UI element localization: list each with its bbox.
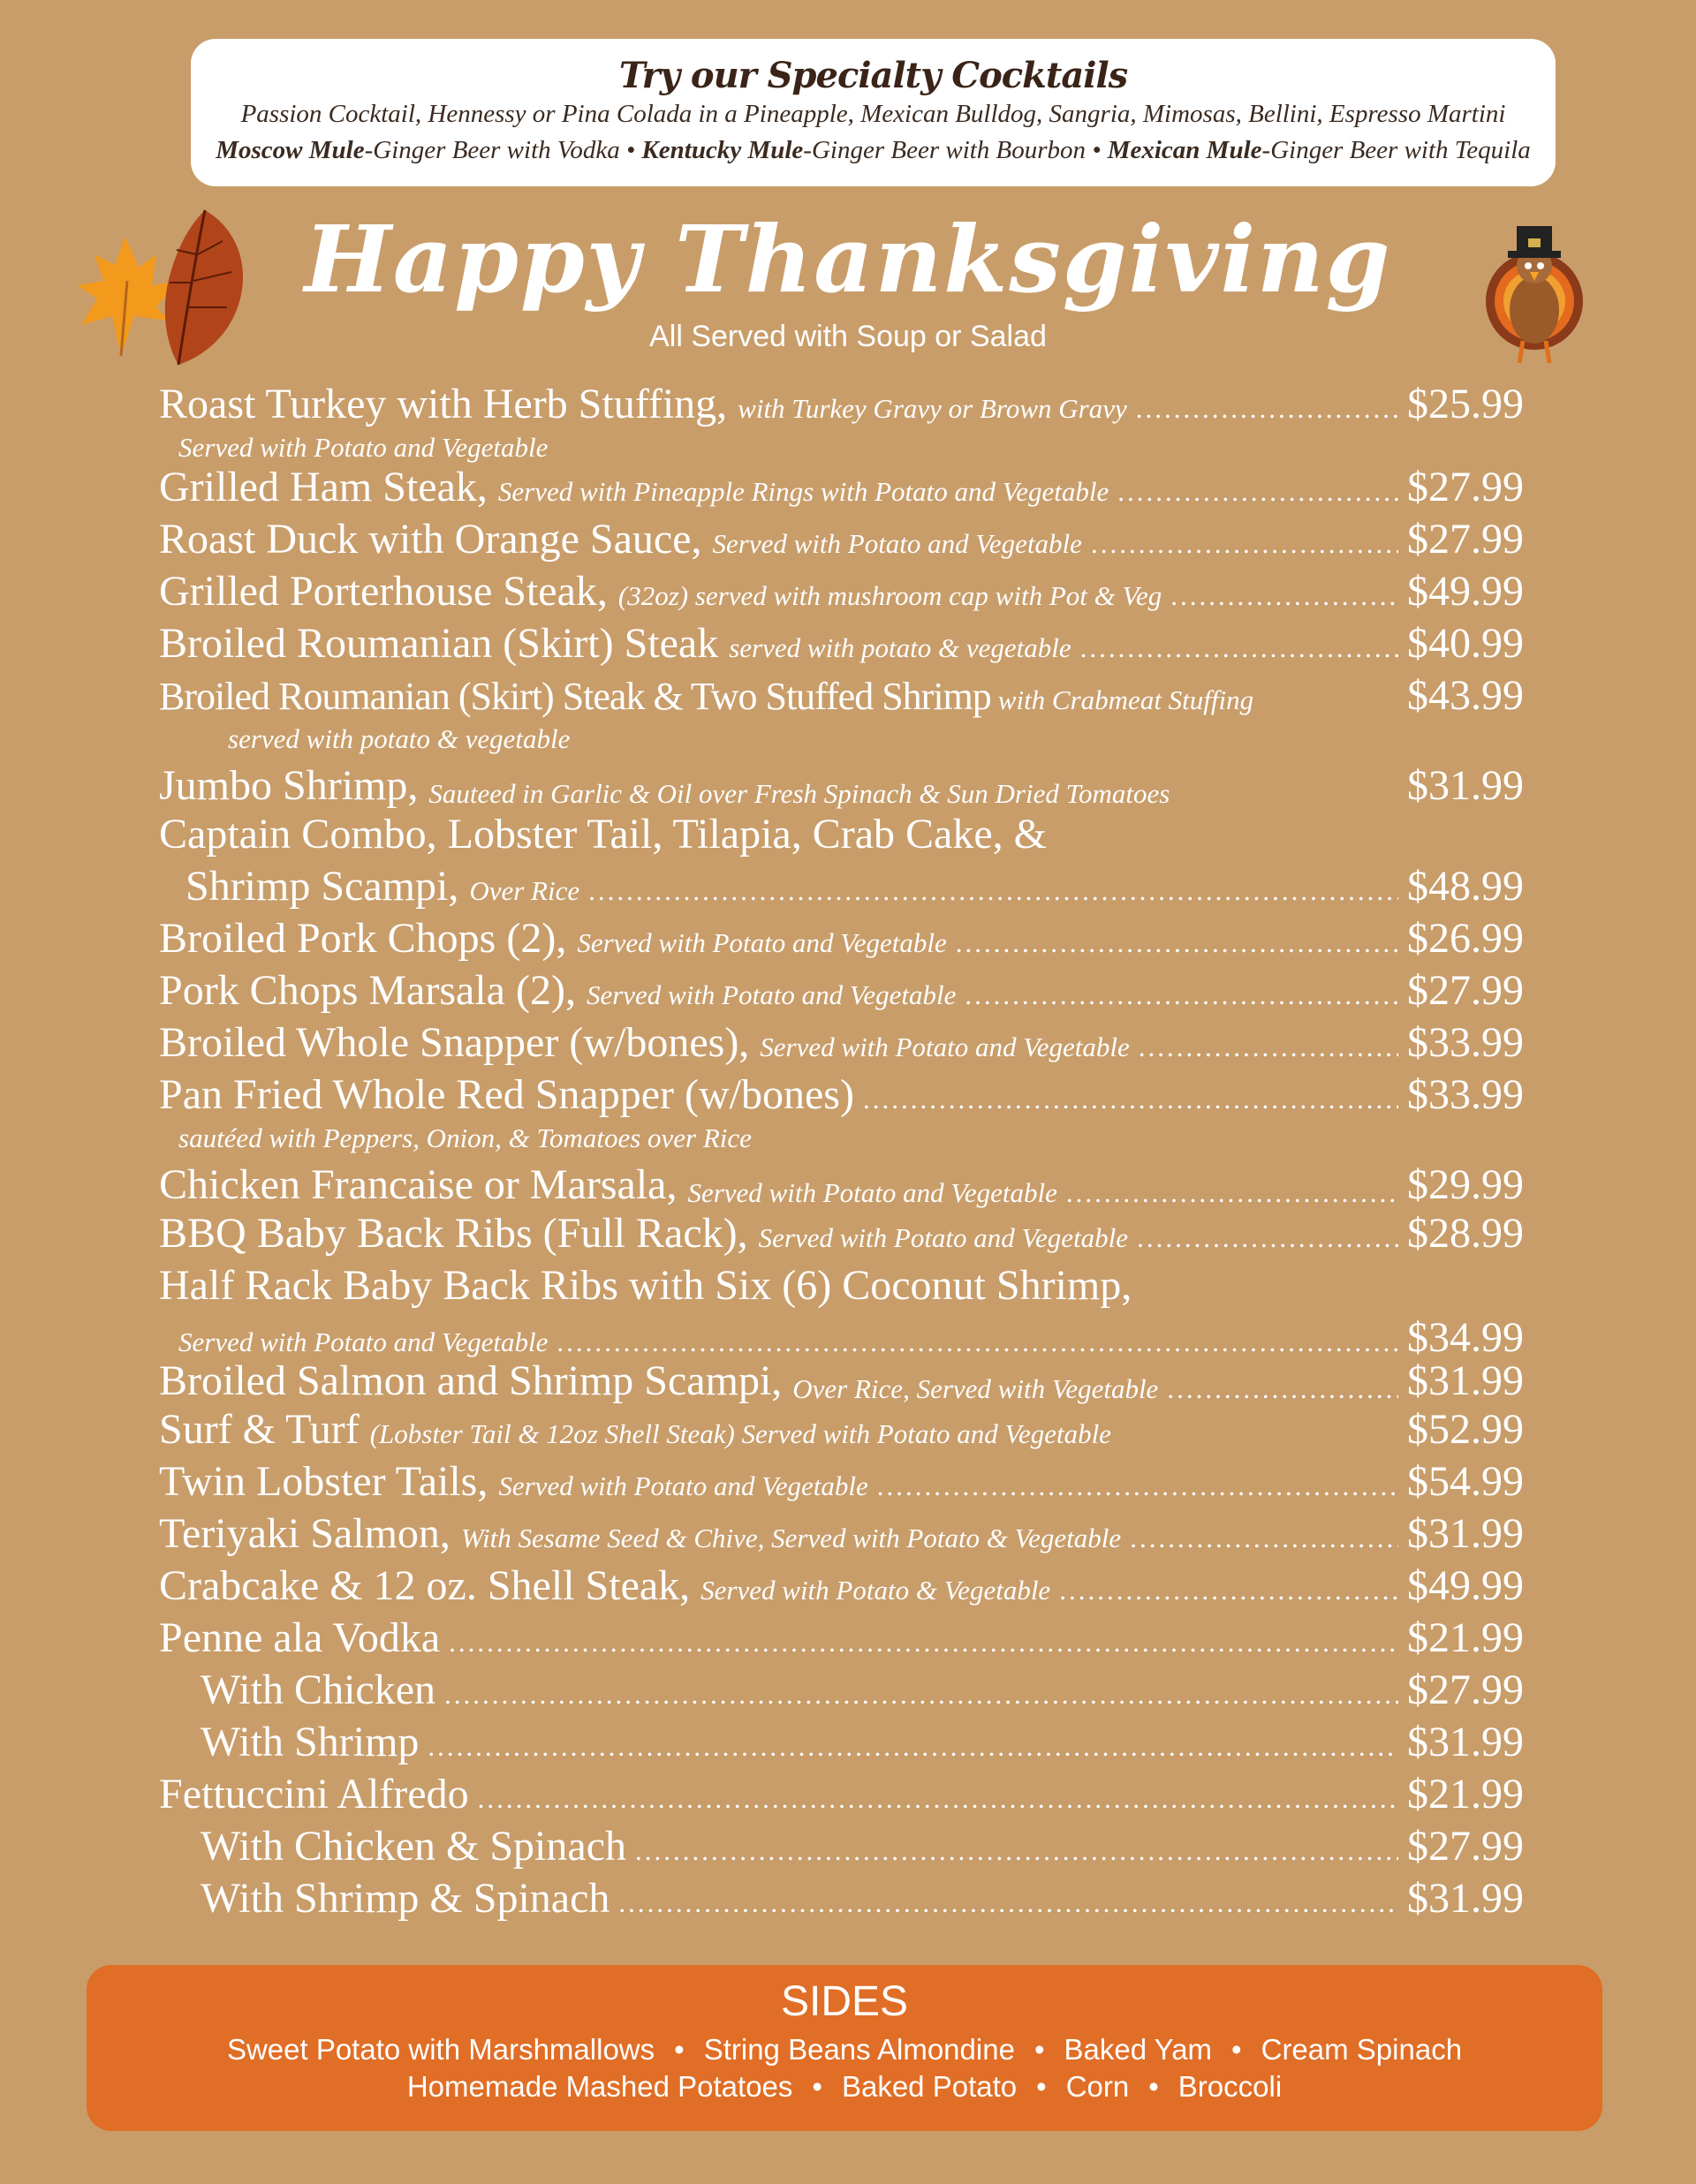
cocktails-title: Try our Specialty Cocktails	[618, 55, 1128, 96]
item-price: $31.99	[1407, 1719, 1524, 1765]
menu-list	[159, 380, 1524, 1926]
item-desc: Over Rice, Served with Vegetable	[792, 1373, 1159, 1404]
item-name: Broiled Pork Chops (2),	[159, 915, 567, 962]
menu-item	[159, 1313, 1524, 1361]
bullet-separator: •	[812, 2070, 822, 2103]
mule-name: Mexican Mule	[1107, 136, 1262, 164]
item-sub-desc: Served with Potato and Vegetable	[178, 432, 549, 463]
menu-item	[159, 1153, 1524, 1209]
page-subtitle: All Served with Soup or Salad	[649, 320, 1047, 353]
item-price: $27.99	[1407, 967, 1524, 1014]
menu-item	[159, 1509, 1524, 1561]
item-desc: Sauteed in Garlic & Oil over Fresh Spinach & Sun Dried Tomatoes	[428, 778, 1170, 809]
item-name-cont: Shrimp Scampi,	[186, 863, 459, 910]
menu-item	[159, 1770, 1524, 1822]
side-item: Corn	[1065, 2070, 1130, 2103]
item-name: Broiled Roumanian (Skirt) Steak	[159, 620, 719, 667]
item-price: $27.99	[1407, 464, 1524, 510]
item-price: $28.99	[1407, 1210, 1524, 1257]
dot-leader	[1117, 476, 1398, 508]
menu-item	[159, 380, 1524, 432]
mule-desc: -Ginger Beer with Vodka	[364, 136, 620, 164]
item-name: Twin Lobster Tails,	[159, 1458, 488, 1505]
item-price: $43.99	[1407, 672, 1524, 719]
item-name: Fettuccini Alfredo	[159, 1771, 469, 1817]
item-desc: Served with Pineapple Rings with Potato and Vegetable	[497, 476, 1109, 507]
item-price: $25.99	[1407, 381, 1524, 427]
mule-separator: •	[1086, 136, 1108, 164]
side-item: Homemade Mashed Potatoes	[406, 2070, 793, 2103]
dot-leader	[1080, 632, 1398, 664]
menu-item-sub	[159, 432, 1524, 463]
menu-item	[159, 914, 1524, 966]
menu-item	[159, 966, 1524, 1018]
item-price: $21.99	[1407, 1614, 1524, 1661]
bullet-separator: •	[674, 2033, 685, 2066]
item-price: $31.99	[1407, 1510, 1524, 1557]
item-price: $31.99	[1407, 1357, 1524, 1404]
mule-separator: •	[619, 136, 642, 164]
sides-line-2	[87, 2070, 1602, 2104]
pilgrim-turkey-icon	[1468, 208, 1601, 367]
sides-box	[87, 1965, 1602, 2131]
item-name: Surf & Turf	[159, 1406, 360, 1453]
menu-item	[159, 1405, 1524, 1457]
item-price: $31.99	[1407, 762, 1524, 809]
side-item: Baked Potato	[841, 2070, 1018, 2103]
dot-leader	[444, 1679, 1398, 1711]
item-name: Crabcake & 12 oz. Shell Steak,	[159, 1562, 691, 1609]
item-desc: Served with Potato and Vegetable	[687, 1177, 1057, 1208]
bullet-separator: •	[1148, 2070, 1159, 2103]
menu-item	[159, 1457, 1524, 1509]
menu-item	[159, 1822, 1524, 1874]
item-name: Broiled Whole Snapper (w/bones),	[159, 1019, 750, 1066]
sides-line-1	[87, 2033, 1602, 2067]
item-desc: (32oz) served with mushroom cap with Pot & Veg	[617, 580, 1162, 611]
item-desc: Served with Potato and Vegetable	[498, 1470, 868, 1501]
item-name: With Shrimp	[201, 1719, 420, 1765]
dot-leader	[1137, 1222, 1398, 1254]
item-desc: Served with Potato and Vegetable	[760, 1032, 1130, 1062]
item-name: With Chicken	[201, 1666, 436, 1713]
menu-item	[159, 1561, 1524, 1613]
cocktails-list: Passion Cocktail, Hennessy or Pina Colada in a Pineapple, Mexican Bulldog, Sangria, Mimosas, Bellini, Espresso Martini	[240, 100, 1506, 128]
item-desc: Served with Potato and Vegetable	[758, 1222, 1129, 1253]
side-item: String Beans Almondine	[703, 2033, 1015, 2066]
sides-title: SIDES	[780, 1978, 909, 2025]
item-desc: with Turkey Gravy or Brown Gravy	[738, 393, 1127, 424]
specialty-cocktails-box	[191, 39, 1556, 186]
item-name: Captain Combo, Lobster Tail, Tilapia, Crab Cake, &	[159, 811, 1047, 858]
dot-leader	[478, 1783, 1398, 1815]
menu-item	[159, 1613, 1524, 1666]
item-price: $27.99	[1407, 1823, 1524, 1870]
side-item: Cream Spinach	[1261, 2033, 1463, 2066]
item-name: Pork Chops Marsala (2),	[159, 967, 576, 1014]
dot-leader	[1139, 1032, 1398, 1063]
side-item: Sweet Potato with Marshmallows	[226, 2033, 655, 2066]
item-name: Roast Duck with Orange Sauce,	[159, 516, 702, 563]
item-desc: served with potato & vegetable	[729, 632, 1071, 663]
item-name: Chicken Francaise or Marsala,	[159, 1161, 678, 1208]
dot-leader	[1167, 1373, 1398, 1405]
dot-leader	[635, 1835, 1398, 1867]
menu-item	[159, 567, 1524, 619]
dot-leader	[1130, 1523, 1398, 1554]
item-price: $33.99	[1407, 1019, 1524, 1066]
item-name: Teriyaki Salmon,	[159, 1510, 450, 1557]
menu-item	[159, 1874, 1524, 1926]
item-desc: Over Rice	[469, 875, 580, 906]
menu-item	[159, 463, 1524, 515]
item-price: $27.99	[1407, 1666, 1524, 1713]
item-desc: Served with Potato and Vegetable	[577, 927, 947, 958]
item-name: Grilled Ham Steak,	[159, 464, 488, 510]
dot-leader	[1091, 528, 1398, 560]
mules-list	[191, 136, 1556, 165]
item-name: Penne ala Vodka	[159, 1614, 441, 1661]
dot-leader	[1136, 393, 1398, 425]
dot-leader	[956, 927, 1398, 959]
dot-leader	[965, 979, 1398, 1011]
menu-item	[159, 515, 1524, 567]
menu-item	[159, 1666, 1524, 1718]
item-price: $40.99	[1407, 620, 1524, 667]
item-name: Broiled Roumanian (Skirt) Steak & Two Stuffed Shrimp	[159, 675, 991, 718]
dot-leader	[588, 875, 1398, 907]
item-desc: Served with Potato and Vegetable	[712, 528, 1082, 559]
item-name: With Shrimp & Spinach	[201, 1875, 610, 1922]
item-price: $49.99	[1407, 1562, 1524, 1609]
menu-item	[159, 754, 1524, 810]
menu-item-sub	[159, 1122, 1524, 1153]
menu-item	[159, 862, 1524, 914]
menu-item-line1	[159, 1261, 1524, 1313]
dot-leader	[449, 1627, 1398, 1659]
menu-item	[159, 1209, 1524, 1261]
dot-leader	[1059, 1575, 1398, 1606]
bullet-separator: •	[1231, 2033, 1242, 2066]
mule-name: Moscow Mule	[216, 136, 365, 164]
side-item: Baked Yam	[1064, 2033, 1213, 2066]
item-name: Roast Turkey with Herb Stuffing,	[159, 381, 728, 427]
page-title: Happy Thanksgiving	[304, 205, 1392, 314]
item-name: With Chicken & Spinach	[201, 1823, 626, 1870]
menu-item	[159, 671, 1524, 723]
item-name: Half Rack Baby Back Ribs with Six (6) Coconut Shrimp,	[159, 1262, 1132, 1309]
dot-leader	[863, 1084, 1398, 1115]
dot-leader	[877, 1470, 1398, 1502]
menu-item	[159, 1070, 1524, 1122]
mule-desc: -Ginger Beer with Bourbon	[803, 136, 1086, 164]
menu-item-sub	[159, 723, 1524, 754]
item-sub-desc: sautéed with Peppers, Onion, & Tomatoes over Rice	[178, 1122, 752, 1153]
item-name: Jumbo Shrimp,	[159, 762, 419, 809]
item-desc: Served with Potato and Vegetable	[586, 979, 957, 1010]
item-price: $54.99	[1407, 1458, 1524, 1505]
menu-item-line1	[159, 810, 1524, 862]
dot-leader	[618, 1887, 1398, 1919]
bullet-separator: •	[1034, 2033, 1045, 2066]
item-price: $49.99	[1407, 568, 1524, 615]
mule-desc: -Ginger Beer with Tequila	[1261, 136, 1531, 164]
item-price: $31.99	[1407, 1875, 1524, 1922]
item-name: Pan Fried Whole Red Snapper (w/bones)	[159, 1071, 854, 1118]
item-price: $34.99	[1407, 1314, 1524, 1361]
dot-leader	[1066, 1177, 1398, 1209]
item-price: $33.99	[1407, 1071, 1524, 1118]
item-name: Grilled Porterhouse Steak,	[159, 568, 608, 615]
bullet-separator: •	[1036, 2070, 1047, 2103]
item-desc: With Sesame Seed & Chive, Served with Potato & Vegetable	[460, 1523, 1122, 1553]
item-price: $21.99	[1407, 1771, 1524, 1817]
dot-leader	[1170, 580, 1398, 612]
item-desc: Served with Potato & Vegetable	[700, 1575, 1051, 1606]
menu-item	[159, 1018, 1524, 1070]
item-name: Broiled Salmon and Shrimp Scampi,	[159, 1357, 783, 1404]
side-item: Broccoli	[1177, 2070, 1283, 2103]
item-price: $27.99	[1407, 516, 1524, 563]
menu-item	[159, 1718, 1524, 1770]
item-sub-desc: Served with Potato and Vegetable	[178, 1326, 549, 1357]
item-desc: with Crabmeat Stuffing	[997, 684, 1254, 715]
mule-name: Kentucky Mule	[641, 136, 804, 164]
item-desc: (Lobster Tail & 12oz Shell Steak) Served with Potato and Vegetable	[369, 1418, 1111, 1449]
dot-leader	[556, 1326, 1398, 1358]
dot-leader	[428, 1731, 1398, 1763]
item-price: $29.99	[1407, 1161, 1524, 1208]
item-price: $48.99	[1407, 863, 1524, 910]
menu-item	[159, 619, 1524, 671]
item-name: BBQ Baby Back Ribs (Full Rack),	[159, 1210, 748, 1257]
item-price: $26.99	[1407, 915, 1524, 962]
item-sub-desc: served with potato & vegetable	[228, 723, 571, 754]
item-price: $52.99	[1407, 1406, 1524, 1453]
